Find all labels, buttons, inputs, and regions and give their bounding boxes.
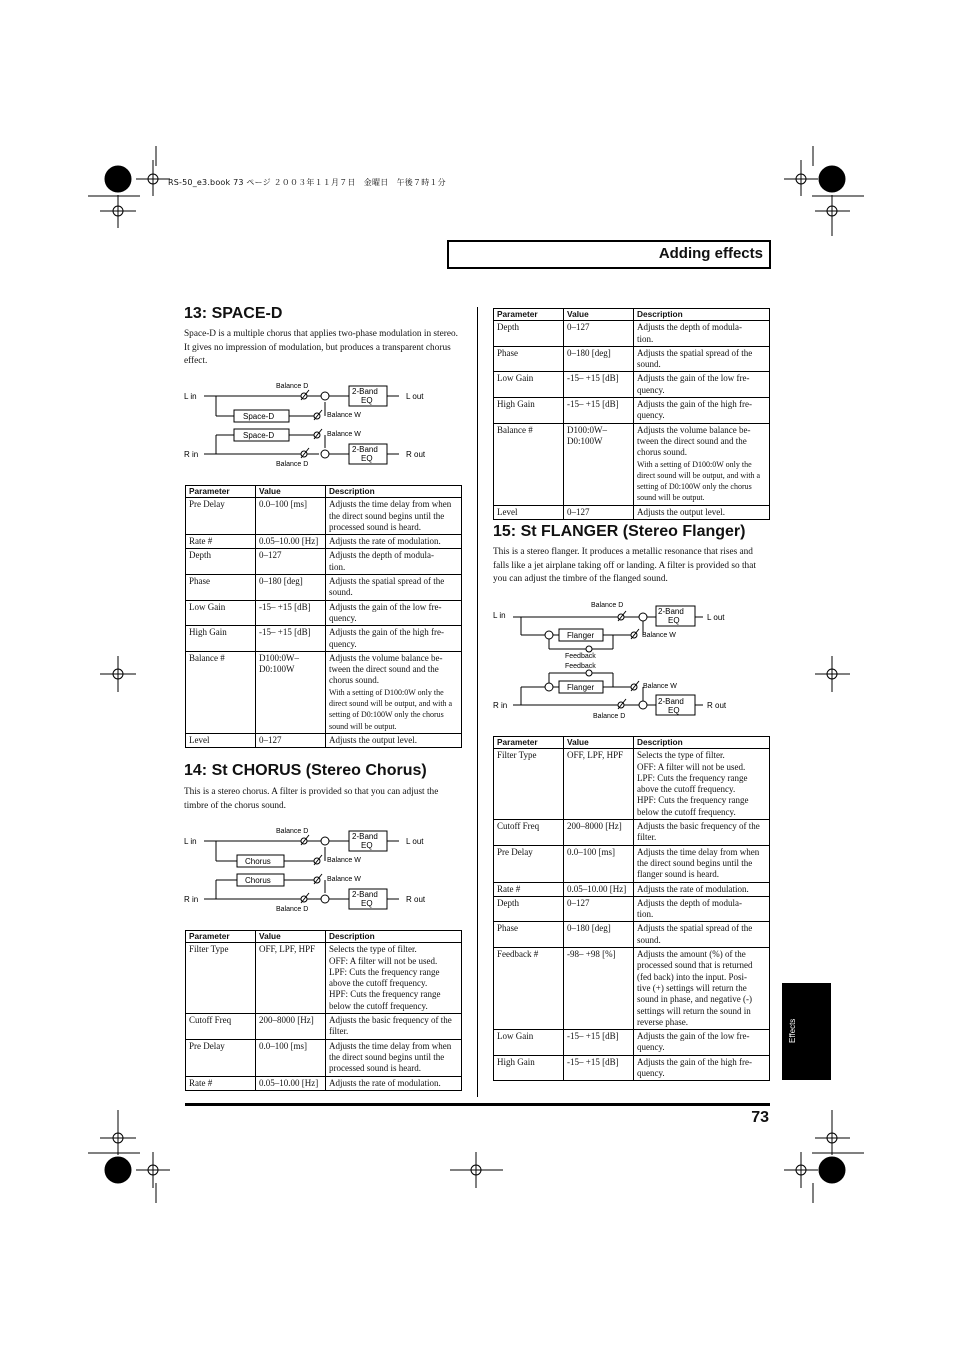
svg-text:L out: L out [406,837,424,846]
description-text: Adjusts the rate of modulation. [637,883,749,894]
description-cell [634,749,770,820]
table-row [494,372,770,398]
section-title-st-chorus: 14: St CHORUS (Stereo Chorus) [184,762,427,779]
column-header: Value [564,309,634,321]
description-note: With a setting of D100:0W only the direct sound will be output, and with a setting of D0:100W only the chorus sound will be output. [329,687,453,731]
value-cell: 0.05–10.00 [Hz] [256,535,326,549]
description-cell [326,1076,462,1090]
table-row [494,346,770,372]
value-cell: 0–127 [564,896,634,922]
description-note: With a setting of D100:0W only the direct sound will be output, and with a setting of D0:100W only the chorus sound will be output. [637,459,761,503]
table-row [186,1039,462,1076]
svg-text:Chorus: Chorus [245,876,271,885]
column-header: Description [326,931,462,943]
value-cell: D100:0W– D0:100W [256,651,326,733]
column-header: Description [634,309,770,321]
description-cell [634,423,770,505]
param-cell: Pre Delay [186,498,256,535]
param-cell: Depth [494,321,564,347]
page-number: 73 [751,1109,769,1126]
param-cell: Cutoff Freq [494,820,564,846]
svg-text:EQ: EQ [361,841,373,850]
description-cell [634,820,770,846]
param-cell: Pre Delay [494,845,564,882]
params-table-space-d [185,485,462,748]
table-row [494,1030,770,1056]
svg-text:2-Band: 2-Band [352,445,378,454]
param-cell: Low Gain [494,1030,564,1056]
param-cell: Feedback # [494,948,564,1030]
table-row [494,948,770,1030]
section-body-space-d: Space-D is a multiple chorus that applies two-phase modulation in stereo. It gives no impression of modulation, but produces a transparent chorus effect. [184,329,458,367]
description-cell [634,398,770,424]
value-cell: D100:0W– D0:100W [564,423,634,505]
description-cell [326,943,462,1014]
value-cell: 0–127 [564,321,634,347]
st-chorus-diagram [184,823,464,923]
section-body-st-flanger: This is a stereo flanger. It produces a metallic resonance that rises and falls like a jet airplane taking off or landing. A filter is provided so that you can adjust the timbre of the flanged sound. [493,547,756,585]
section-header [447,240,771,269]
description-text: Adjusts the spatial spread of the sound. [637,347,753,370]
value-cell: -15– +15 [dB] [564,1055,634,1081]
column-header: Value [256,486,326,498]
table-row [186,626,462,652]
description-text: Adjusts the rate of modulation. [329,536,441,547]
description-cell [634,346,770,372]
table-row [494,749,770,820]
description-text: Adjusts the depth of modula- tion. [637,897,742,920]
side-tab-label: Effects [788,1018,797,1043]
description-text: Adjusts the volume balance be- tween the direct sound and the chorus sound. [637,424,751,458]
section-title-st-flanger: 15: St FLANGER (Stereo Flanger) [493,523,746,540]
value-cell: -15– +15 [dB] [256,626,326,652]
svg-text:Balance W: Balance W [642,632,676,639]
side-tab [782,983,831,1080]
section-title-space-d: 13: SPACE-D [184,305,283,322]
description-text: Selects the type of filter. OFF: A filter will not be used. LPF: Cuts the frequency range above the cutoff frequency. HPF: Cuts the frequency range below the cutoff frequency. [329,944,441,1011]
value-cell: 0–127 [256,549,326,575]
description-cell [634,321,770,347]
param-cell: High Gain [186,626,256,652]
description-text: Adjusts the rate of modulation. [329,1077,441,1088]
svg-text:Balance D: Balance D [276,461,309,468]
description-cell [634,948,770,1030]
svg-text:Feedback: Feedback [565,663,596,670]
table-row [186,498,462,535]
param-cell: Rate # [186,535,256,549]
svg-text:R in: R in [184,450,199,459]
params-table-st-chorus-cont [493,308,770,520]
value-cell: 0.0–100 [ms] [564,845,634,882]
svg-text:EQ: EQ [361,396,373,405]
param-cell: Phase [494,346,564,372]
svg-text:Space-D: Space-D [243,412,275,421]
param-cell: Filter Type [186,943,256,1014]
table-row [494,398,770,424]
svg-text:Chorus: Chorus [245,857,271,866]
table-row [186,600,462,626]
param-cell: High Gain [494,1055,564,1081]
table-row [186,575,462,601]
table-row [494,1055,770,1081]
description-cell [634,845,770,882]
table-row [494,845,770,882]
svg-text:Feedback: Feedback [565,653,596,660]
description-cell [634,882,770,896]
value-cell: 0.05–10.00 [Hz] [564,882,634,896]
table-row [494,882,770,896]
description-cell [326,600,462,626]
value-cell: 200–8000 [Hz] [564,820,634,846]
description-text: Adjusts the gain of the high fre- quency. [637,399,752,421]
description-cell [634,505,770,519]
table-row [186,549,462,575]
param-cell: Low Gain [494,372,564,398]
description-cell [326,626,462,652]
description-cell [634,922,770,948]
svg-text:Balance W: Balance W [327,412,361,419]
table-row [494,820,770,846]
param-cell: Level [494,505,564,519]
column-header: Parameter [186,486,256,498]
value-cell: 0.0–100 [ms] [256,498,326,535]
description-cell [326,1014,462,1040]
description-cell [326,575,462,601]
st-flanger-diagram [493,597,773,727]
param-cell: Low Gain [186,600,256,626]
description-text: Adjusts the gain of the low fre- quency. [637,373,750,395]
print-info: RS-50_e3.book 73 ページ ２００３年１１月７日 金曜日 午後７時１分 [168,178,446,187]
description-text: Adjusts the time delay from when the direct sound begins until the processed sound is heard. [329,1040,452,1074]
table-row [186,943,462,1014]
description-text: Adjusts the time delay from when the direct sound begins until the flanger sound is heard. [637,846,760,880]
value-cell: 0–127 [564,505,634,519]
svg-text:R out: R out [406,450,426,459]
column-divider [477,307,478,1097]
description-text: Adjusts the amount (%) of the processed sound that is returned (fed back) into the input. Posi- tive (+) settings will return the sound in phase, and negative (-) settings will return the sound in reverse phase. [637,949,753,1027]
svg-text:2-Band: 2-Band [658,697,684,706]
description-cell [326,733,462,747]
column-header: Value [256,931,326,943]
svg-text:L in: L in [184,837,197,846]
svg-text:EQ: EQ [361,454,373,463]
param-cell: Balance # [494,423,564,505]
svg-text:Space-D: Space-D [243,431,275,440]
description-cell [326,535,462,549]
value-cell: -98– +98 [%] [564,948,634,1030]
column-header: Value [564,737,634,749]
column-header: Parameter [186,931,256,943]
value-cell: 0–180 [deg] [564,922,634,948]
column-header: Parameter [494,309,564,321]
svg-text:L out: L out [406,392,424,401]
svg-text:2-Band: 2-Band [352,387,378,396]
crop-circle-icon [105,166,131,192]
description-text: Selects the type of filter. OFF: A filter will not be used. LPF: Cuts the frequency range above the cutoff frequency. HPF: Cuts the frequency range below the cutoff frequency. [637,750,749,817]
value-cell: 0.0–100 [ms] [256,1039,326,1076]
svg-text:Balance D: Balance D [591,602,624,609]
param-cell: Balance # [186,651,256,733]
params-table-st-chorus [185,930,462,1091]
table-row [494,321,770,347]
svg-text:EQ: EQ [361,899,373,908]
description-text: Adjusts the volume balance be- tween the direct sound and the chorus sound. [329,652,443,686]
table-row [494,423,770,505]
param-cell: Depth [186,549,256,575]
svg-text:Balance W: Balance W [327,857,361,864]
svg-text:2-Band: 2-Band [352,832,378,841]
param-cell: Depth [494,896,564,922]
description-cell [326,1039,462,1076]
svg-text:R in: R in [184,895,199,904]
param-cell: Cutoff Freq [186,1014,256,1040]
svg-text:EQ: EQ [668,706,680,715]
l-in-label: L in [184,392,197,401]
param-cell: Filter Type [494,749,564,820]
svg-text:R out: R out [406,895,426,904]
description-cell [634,1055,770,1081]
svg-text:Flanger: Flanger [567,683,595,692]
description-text: Adjusts the gain of the high fre- quency. [637,1056,752,1079]
description-cell [634,896,770,922]
description-text: Adjusts the time delay from when the direct sound begins until the processed sound is heard. [329,499,452,532]
description-cell [326,651,462,733]
description-text: Adjusts the gain of the high fre- quency. [329,627,444,649]
param-cell: Rate # [186,1076,256,1090]
svg-text:Balance D: Balance D [593,713,626,720]
value-cell: 0–180 [deg] [564,346,634,372]
description-text: Adjusts the spatial spread of the sound. [637,923,753,945]
svg-text:R in: R in [493,701,508,710]
svg-text:2-Band: 2-Band [658,607,684,616]
table-row [494,922,770,948]
description-text: Adjusts the gain of the low fre- quency. [329,601,442,623]
description-cell [634,1030,770,1056]
value-cell: -15– +15 [dB] [564,398,634,424]
space-d-diagram [184,378,464,478]
param-cell: Pre Delay [186,1039,256,1076]
description-text: Adjusts the depth of modula- tion. [637,322,742,344]
description-text: Adjusts the gain of the low fre- quency. [637,1031,750,1053]
value-cell: -15– +15 [dB] [564,372,634,398]
description-text: Adjusts the depth of modula- tion. [329,550,434,572]
value-cell: 200–8000 [Hz] [256,1014,326,1040]
table-row [494,896,770,922]
value-cell: 0.05–10.00 [Hz] [256,1076,326,1090]
column-header: Description [326,486,462,498]
svg-text:Balance W: Balance W [327,876,361,883]
param-cell: Level [186,733,256,747]
param-cell: High Gain [494,398,564,424]
svg-text:EQ: EQ [668,616,680,625]
description-text: Adjusts the output level. [329,734,417,745]
value-cell: 0–127 [256,733,326,747]
svg-text:2-Band: 2-Band [352,890,378,899]
value-cell: -15– +15 [dB] [256,600,326,626]
description-cell [326,498,462,535]
value-cell: 0–180 [deg] [256,575,326,601]
section-body-st-chorus: This is a stereo chorus. A filter is provided so that you can adjust the timbre of the chorus sound. [184,787,439,811]
value-cell: -15– +15 [dB] [564,1030,634,1056]
svg-text:Flanger: Flanger [567,631,595,640]
description-text: Adjusts the spatial spread of the sound. [329,576,445,598]
column-header: Description [634,737,770,749]
table-row [186,651,462,733]
description-cell [326,549,462,575]
params-table-st-flanger [493,736,770,1081]
table-row [186,1014,462,1040]
param-cell: Rate # [494,882,564,896]
svg-text:Balance D: Balance D [276,906,309,913]
header-title: Adding effects [658,245,763,262]
param-cell: Phase [186,575,256,601]
column-header: Parameter [494,737,564,749]
value-cell: OFF, LPF, HPF [256,943,326,1014]
footer-rule [185,1103,770,1106]
description-text: Adjusts the basic frequency of the filter. [637,821,760,843]
param-cell: Phase [494,922,564,948]
svg-text:Balance D: Balance D [276,828,309,835]
description-text: Adjusts the output level. [637,506,725,517]
svg-text:Balance W: Balance W [327,431,361,438]
value-cell: OFF, LPF, HPF [564,749,634,820]
table-row [186,733,462,747]
svg-text:R out: R out [707,701,727,710]
description-text: Adjusts the basic frequency of the filter. [329,1015,452,1037]
svg-text:L in: L in [493,611,506,620]
svg-text:L out: L out [707,613,725,622]
svg-text:Balance W: Balance W [643,683,677,690]
description-cell [634,372,770,398]
table-row [494,505,770,519]
table-row [186,1076,462,1090]
svg-text:Balance D: Balance D [276,383,309,390]
table-row [186,535,462,549]
